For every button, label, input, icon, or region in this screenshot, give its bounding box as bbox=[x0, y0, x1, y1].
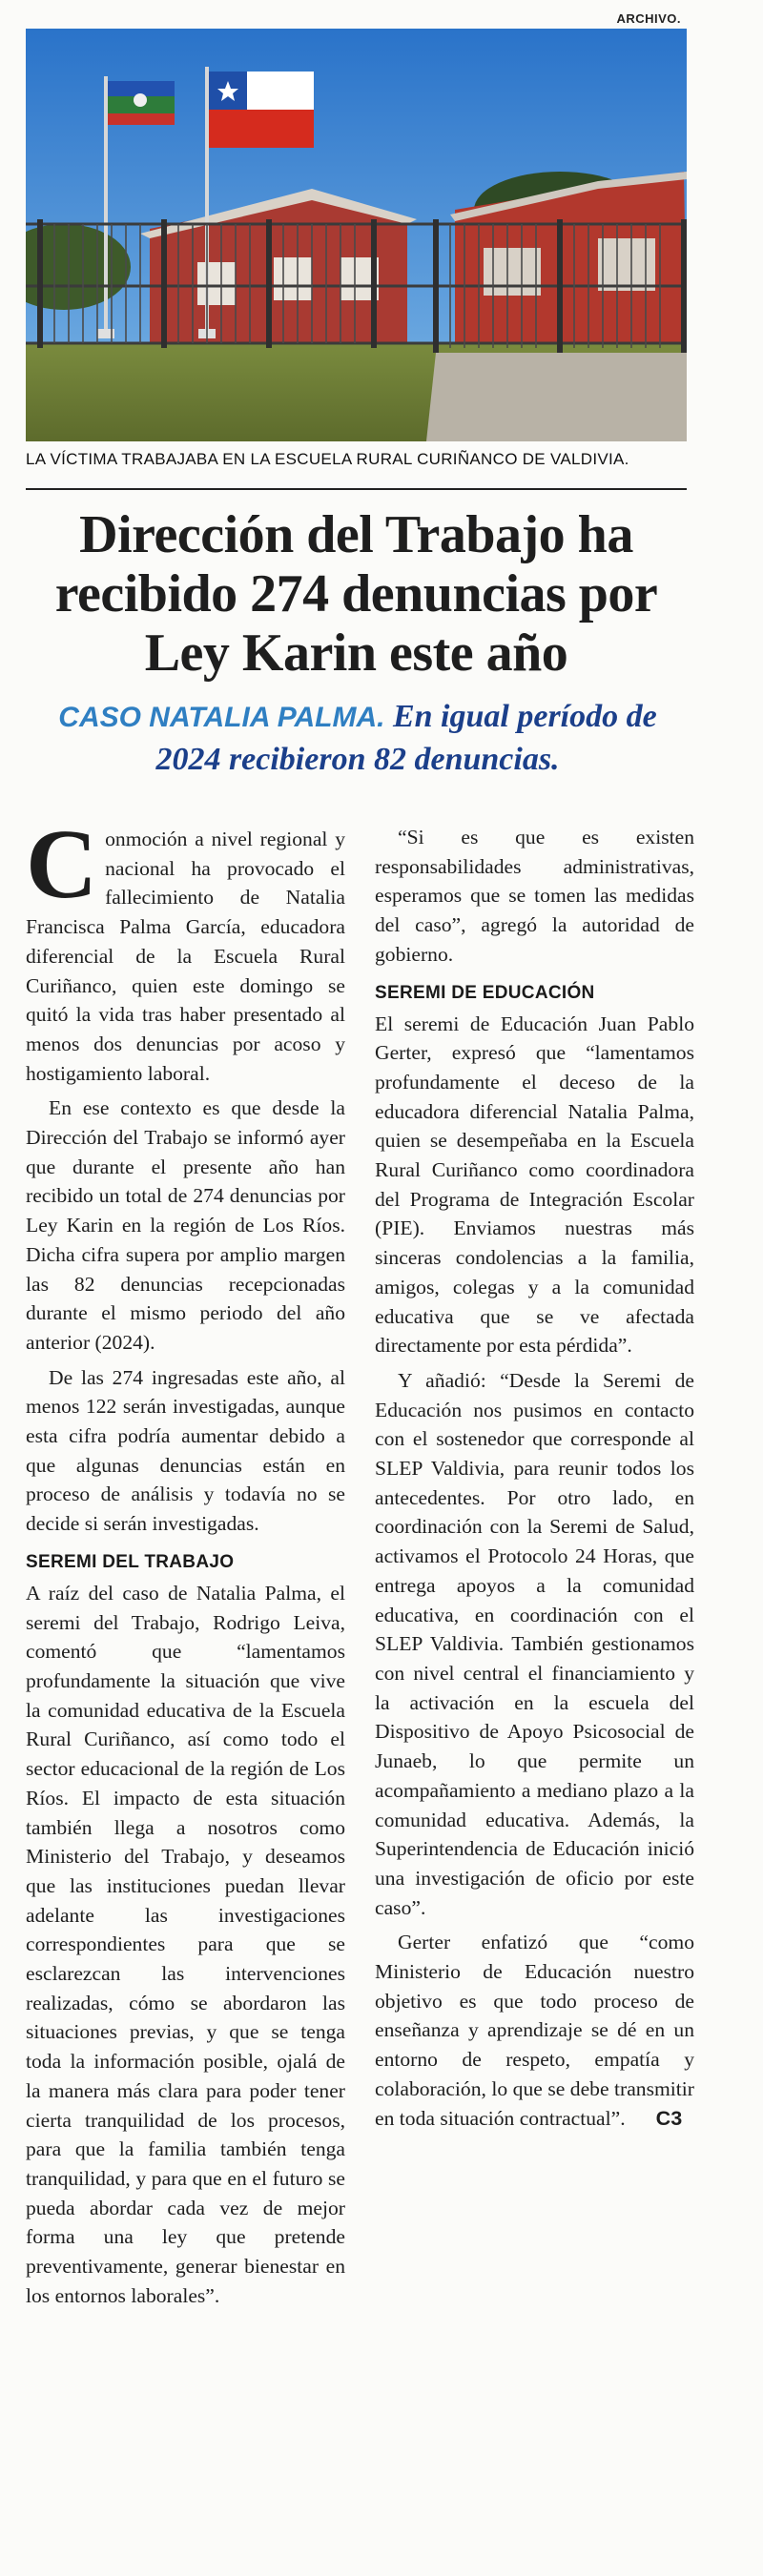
paragraph-text: Gerter enfatizó que “como Ministerio de Educación nuestro objetivo es que todo proceso de enseñanza y aprendizaje se dé en un entorno de respeto, empatía y colaboración, lo que se debe transmitir en toda situación contractual”. bbox=[375, 1931, 694, 2130]
deck-subtitle: En igual período de 2024 recibieron 82 denuncias. bbox=[155, 699, 657, 777]
deck-kicker: CASO NATALIA PALMA. bbox=[58, 702, 385, 733]
end-mark: C3 bbox=[655, 2105, 683, 2130]
article-paragraph-6: El seremi de Educación Juan Pablo Gerter, expresó que “lamentamos profundamente el deceso de la educadora diferencial Natalia Palma, quien se desempeñaba en la Escuela Rural Curiñanco como coordinadora del Programa de Integración Escolar (PIE). Enviamos nuestras más sinceras condolencias a la familia, amigos, colegas y a la comunidad educativa que se ve afectada directamente por esta pérdida”. bbox=[375, 1012, 694, 1358]
article-paragraph-7: Y añadió: “Desde la Seremi de Educación nos pusimos en contacto con el sostenedor que corresponde al SLEP Valdivia, para reunir todos los antecedentes. Por otro lado, en coordinación con la Seremi de Salud, activamos el Protocolo 24 Horas, que entrega apoyos a la comunidad educativa, en coordinación con el SLEP Valdivia. También gestionamos con nivel central el financiamiento y la activación en la escuela del Dispositivo de Apoyo Psicosocial de Junaeb, lo que permite un acompañamiento a mediano plazo a la comunidad educativa. Además, la Superintendencia de Educación inició una investigación de oficio por este caso”. bbox=[375, 1368, 694, 1919]
article-paragraph-5: “Si es que es existen responsabilidades administrativas, esperamos que se tomen las medidas del caso”, agregó la autoridad de gobierno. bbox=[375, 826, 694, 966]
article-paragraph-1 bbox=[26, 809, 345, 1088]
divider bbox=[26, 488, 687, 490]
article-paragraph-4: A raíz del caso de Natalia Palma, el seremi del Trabajo, Rodrigo Leiva, comentó que “lamentamos profundamente la situación que vive la comunidad educativa de la Escuela Rural Curiñanco, así como todo el sector educacional de la región de Los Ríos. El impacto de esta situación también llega a nosotros como Ministerio del Trabajo, y deseamos que las instituciones puedan llevar adelante las investigaciones correspondientes para que se esclarezcan las intervenciones realizadas, cómo se abordaron las situaciones previas, y que se tenga toda la información posible, ojalá de la manera más clara para poder tener cierta tranquilidad de los procesos, para que la familia también tenga tranquilidad, y para que en el futuro se pueda abordar cada vez de mejor forma una ley que pretende preventivamente, generar bienestar en los entornos laborales”. bbox=[26, 1581, 345, 2307]
deck bbox=[29, 696, 687, 781]
article-column-left bbox=[26, 809, 345, 2316]
section-heading-educacion: SEREMI DE EDUCACIÓN bbox=[375, 982, 595, 1003]
article-paragraph-8 bbox=[375, 1928, 694, 2133]
article-paragraph-2: En ese contexto es que desde la Dirección del Trabajo se informó ayer que durante el presente año han recibido un total de 274 denuncias por Ley Karin en la región de Los Ríos. Dicha cifra supera por amplio margen las 82 denuncias recepcionadas durante el mismo periodo del año anterior (2024). bbox=[26, 1096, 345, 1354]
article-column-right bbox=[375, 823, 694, 2138]
article-paragraph-3: De las 274 ingresadas este año, al menos 122 serán investigadas, aunque esta cifra podría aumentar debido a que algunas denuncias están en proceso de análisis y todavía no se decide si serán investigadas. bbox=[26, 1365, 345, 1536]
photo-caption: LA VÍCTIMA TRABAJABA EN LA ESCUELA RURAL CURIÑANCO DE VALDIVIA. bbox=[26, 450, 629, 468]
photo-credit: ARCHIVO. bbox=[616, 11, 681, 26]
drop-cap: C bbox=[26, 809, 98, 919]
headline: Dirección del Trabajo ha recibido 274 denuncias por Ley Karin este año bbox=[54, 505, 658, 683]
article-photo bbox=[26, 29, 687, 441]
section-heading-trabajo: SEREMI DEL TRABAJO bbox=[26, 1551, 235, 1572]
paragraph-text: onmoción a nivel regional y nacional ha provocado el fallecimiento de Natalia Francisca Palma García, educadora diferencial de la Escuela Rural Curiñanco, quien este domingo se quitó la vida tras haber presentado al menos dos denuncias por acoso y hostigamiento laboral. bbox=[26, 828, 345, 1085]
